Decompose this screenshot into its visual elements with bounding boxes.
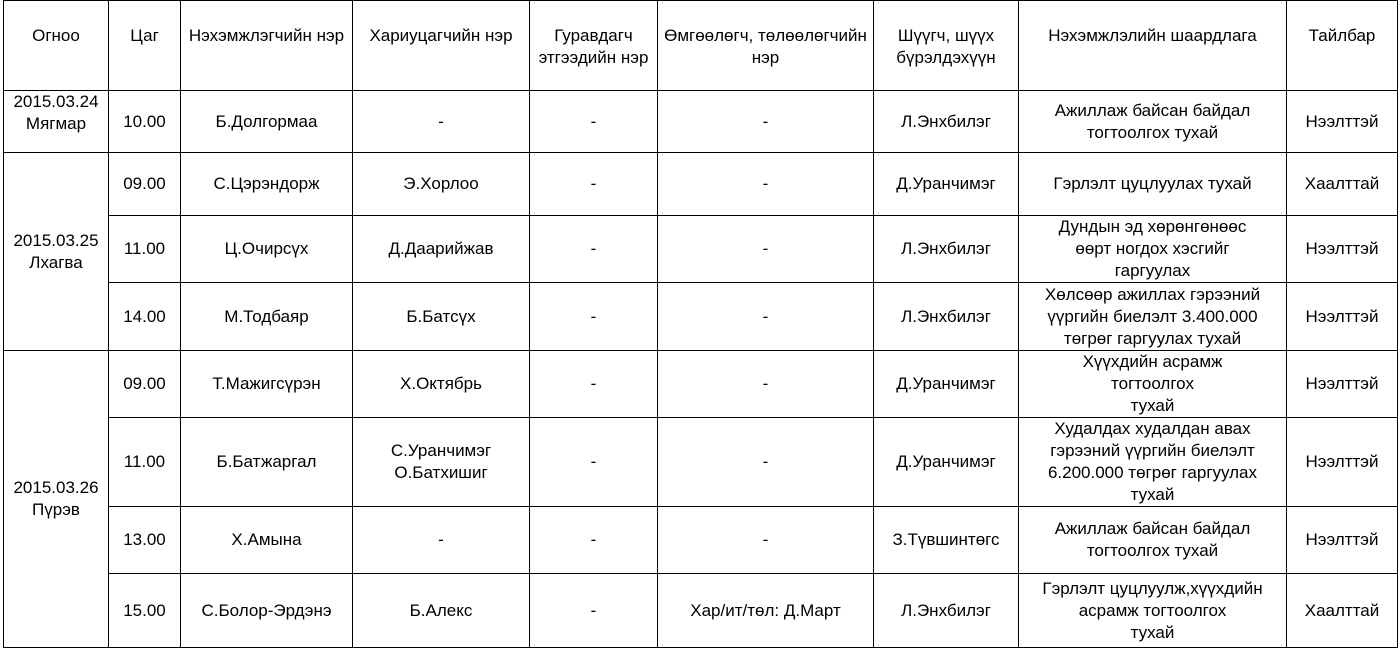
defendant-cell bbox=[353, 153, 530, 216]
plaintiff-cell: С.Цэрэндорж bbox=[181, 153, 353, 216]
plaintiff-cell: Ц.Очирсүх bbox=[181, 216, 353, 283]
header-defendant: Хариуцагчийн нэр bbox=[353, 1, 530, 91]
weekday-value: Лхагва bbox=[29, 252, 83, 272]
weekday-value: Пүрэв bbox=[32, 500, 80, 519]
plaintiff-cell: Х.Амына bbox=[181, 507, 353, 574]
claim-cell bbox=[1019, 153, 1287, 216]
plaintiff-cell: М.Тодбаяр bbox=[181, 283, 353, 351]
advocate-cell: - bbox=[658, 351, 874, 418]
note-cell: Хаалттай bbox=[1287, 574, 1398, 648]
claim-line: Ажиллаж байсан байдал bbox=[1054, 519, 1251, 538]
defendant-line: О.Батхишиг bbox=[394, 463, 488, 482]
header-time: Цаг bbox=[109, 1, 181, 91]
header-judge: Шүүгч, шүүх бүрэлдэхүүн bbox=[874, 1, 1019, 91]
claim-cell bbox=[1019, 216, 1287, 283]
claim-cell bbox=[1019, 351, 1287, 418]
third-party-cell: - bbox=[530, 418, 658, 507]
note-cell: Нээлттэй bbox=[1287, 507, 1398, 574]
claim-line: 6.200.000 төгрөг гаргуулах bbox=[1047, 463, 1258, 482]
defendant-line: Б.Алекс bbox=[409, 600, 473, 620]
judge-cell: Л.Энхбилэг bbox=[874, 216, 1019, 283]
judge-cell: Л.Энхбилэг bbox=[874, 91, 1019, 153]
third-party-cell: - bbox=[530, 351, 658, 418]
note-cell: Нээлттэй bbox=[1287, 283, 1398, 351]
claim-cell bbox=[1019, 91, 1287, 153]
claim-cell bbox=[1019, 507, 1287, 574]
claim-line: Ажиллаж байсан байдал bbox=[1054, 100, 1251, 120]
defendant-cell bbox=[353, 216, 530, 283]
advocate-cell: Хар/ит/төл: Д.Март bbox=[658, 574, 874, 648]
time-cell: 10.00 bbox=[109, 91, 181, 153]
time-cell: 11.00 bbox=[109, 418, 181, 507]
plaintiff-cell: Б.Батжаргал bbox=[181, 418, 353, 507]
judge-cell: З.Түвшинтөгс bbox=[874, 507, 1019, 574]
plaintiff-cell: Б.Долгормаа bbox=[181, 91, 353, 153]
defendant-line: Э.Хорлоо bbox=[403, 174, 479, 193]
time-cell: 11.00 bbox=[109, 216, 181, 283]
defendant-line: - bbox=[438, 111, 444, 131]
claim-line: Хөлсөөр ажиллах гэрээний bbox=[1044, 284, 1261, 304]
third-party-cell: - bbox=[530, 153, 658, 216]
table-row bbox=[4, 351, 1398, 418]
claim-line: тогтоолгох bbox=[1111, 374, 1194, 393]
time-cell: 09.00 bbox=[109, 153, 181, 216]
third-party-cell: - bbox=[530, 91, 658, 153]
claim-line: асрамж тогтоолгох bbox=[1078, 600, 1227, 620]
claim-line: өөрт ногдох хэсгийг bbox=[1075, 239, 1230, 258]
date-cell bbox=[4, 351, 109, 648]
header-row bbox=[4, 1, 1398, 91]
table-row bbox=[4, 216, 1398, 283]
advocate-cell: - bbox=[658, 418, 874, 507]
advocate-cell: - bbox=[658, 216, 874, 283]
claim-line: Дундын эд хөрөнгөнөөс bbox=[1058, 217, 1247, 236]
note-cell: Нээлттэй bbox=[1287, 91, 1398, 153]
court-schedule-table bbox=[3, 0, 1398, 648]
defendant-cell bbox=[353, 351, 530, 418]
claim-line: Худалдах худалдан авах bbox=[1054, 419, 1251, 438]
claim-line: гаргуулах bbox=[1114, 261, 1191, 280]
weekday-value: Мягмар bbox=[25, 114, 87, 133]
advocate-cell: - bbox=[658, 507, 874, 574]
claim-line: Гэрлэлт цуцлуулж,хүүхдийн bbox=[1042, 578, 1263, 598]
header-advocate: Өмгөөлөгч, төлөөлөгчийн нэр bbox=[658, 1, 874, 91]
note-cell: Хаалттай bbox=[1287, 153, 1398, 216]
claim-line: тухай bbox=[1130, 396, 1175, 415]
defendant-cell bbox=[353, 574, 530, 648]
note-cell: Нээлттэй bbox=[1287, 216, 1398, 283]
defendant-line: Д.Даарийжав bbox=[388, 239, 494, 258]
date-cell bbox=[4, 91, 109, 153]
table-row bbox=[4, 507, 1398, 574]
time-cell: 09.00 bbox=[109, 351, 181, 418]
table-row bbox=[4, 283, 1398, 351]
date-value: 2015.03.24 bbox=[13, 92, 99, 111]
defendant-line: - bbox=[438, 530, 444, 549]
claim-line: тогтоолгох тухай bbox=[1086, 122, 1219, 142]
date-cell bbox=[4, 153, 109, 351]
header-plaintiff: Нэхэмжлэгчийн нэр bbox=[181, 1, 353, 91]
third-party-cell: - bbox=[530, 283, 658, 351]
claim-line: Хүүхдийн асрамж bbox=[1082, 352, 1223, 371]
claim-cell bbox=[1019, 283, 1287, 351]
claim-cell bbox=[1019, 574, 1287, 648]
plaintiff-cell: Т.Мажигсүрэн bbox=[181, 351, 353, 418]
table-row bbox=[4, 574, 1398, 648]
claim-line: тухай bbox=[1130, 622, 1175, 642]
date-value: 2015.03.26 bbox=[13, 478, 99, 497]
third-party-cell: - bbox=[530, 507, 658, 574]
defendant-cell bbox=[353, 418, 530, 507]
header-date: Огноо bbox=[4, 1, 109, 91]
defendant-line: Б.Батсүх bbox=[406, 306, 476, 326]
header-note: Тайлбар bbox=[1287, 1, 1398, 91]
table-row bbox=[4, 418, 1398, 507]
header-claim: Нэхэмжлэлийн шаардлага bbox=[1019, 1, 1287, 91]
time-cell: 14.00 bbox=[109, 283, 181, 351]
note-cell: Нээлттэй bbox=[1287, 418, 1398, 507]
time-cell: 13.00 bbox=[109, 507, 181, 574]
claim-line: гэрээний үүргийн биелэлт bbox=[1050, 441, 1255, 460]
third-party-cell: - bbox=[530, 216, 658, 283]
table-row bbox=[4, 153, 1398, 216]
header-third-party: Гуравдагч этгээдийн нэр bbox=[530, 1, 658, 91]
defendant-cell bbox=[353, 91, 530, 153]
claim-line: үүргийн биелэлт 3.400.000 bbox=[1047, 306, 1258, 326]
defendant-line: Х.Октябрь bbox=[400, 374, 482, 393]
judge-cell: Д.Уранчимэг bbox=[874, 351, 1019, 418]
claim-line: тухай bbox=[1130, 485, 1175, 504]
judge-cell: Д.Уранчимэг bbox=[874, 153, 1019, 216]
defendant-cell bbox=[353, 283, 530, 351]
date-value: 2015.03.25 bbox=[13, 230, 99, 250]
claim-line: төгрөг гаргуулах тухай bbox=[1063, 328, 1242, 348]
advocate-cell: - bbox=[658, 153, 874, 216]
judge-cell: Д.Уранчимэг bbox=[874, 418, 1019, 507]
plaintiff-cell: С.Болор-Эрдэнэ bbox=[181, 574, 353, 648]
claim-cell bbox=[1019, 418, 1287, 507]
claim-line: тогтоолгох тухай bbox=[1086, 541, 1219, 560]
claim-line: Гэрлэлт цуцлуулах тухай bbox=[1053, 174, 1252, 193]
judge-cell: Л.Энхбилэг bbox=[874, 574, 1019, 648]
defendant-cell bbox=[353, 507, 530, 574]
third-party-cell: - bbox=[530, 574, 658, 648]
advocate-cell: - bbox=[658, 283, 874, 351]
judge-cell: Л.Энхбилэг bbox=[874, 283, 1019, 351]
advocate-cell: - bbox=[658, 91, 874, 153]
schedule-body bbox=[4, 91, 1398, 648]
table-row bbox=[4, 91, 1398, 153]
time-cell: 15.00 bbox=[109, 574, 181, 648]
defendant-line: С.Уранчимэг bbox=[390, 441, 492, 460]
note-cell: Нээлттэй bbox=[1287, 351, 1398, 418]
